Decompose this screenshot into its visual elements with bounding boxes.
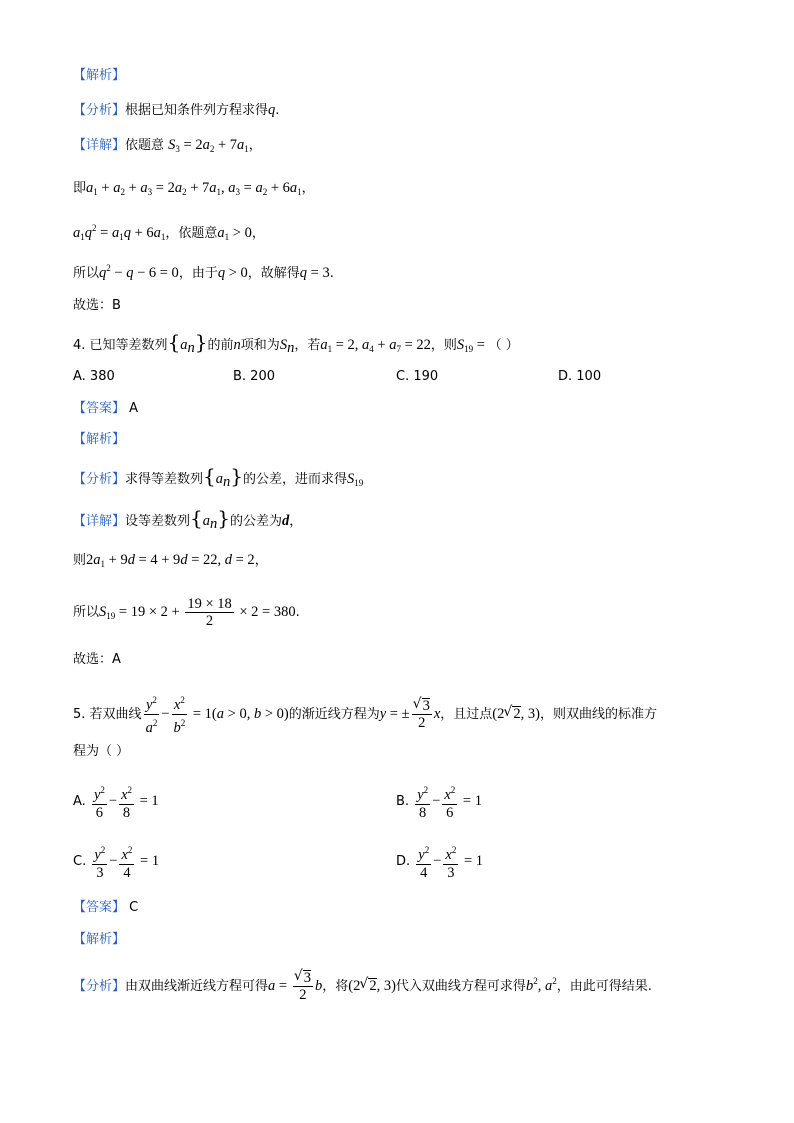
q5-option-d: D. $\frac{y^2}{4}$ − $\frac{x^2}{3}$ = 1 — [396, 842, 483, 881]
q5-answer: 【答案】 C — [73, 900, 139, 915]
q4-option-b: B. 200 — [233, 369, 275, 384]
q4-answer: 【答案】 A — [73, 401, 139, 416]
q3-jiexi-heading: 【解析】 — [73, 68, 126, 83]
q4-fenxi-line: 【分析】求得等差数列$\{a_n\}$的公差，进而求得$S_{19}$ — [73, 464, 364, 490]
q5-stem-cont: 程为（ ） — [73, 744, 130, 759]
q3-xiangjie-line: 【详解】依题意 $S_3 = 2a_2 + 7a_1$， — [73, 137, 262, 154]
q5-stem: 5. 若双曲线 $\frac{y^2}{a^2}$ − $\frac{x^2}{b^2}$ = 1(a > 0, b > 0)的渐近线方程为y = ± √ $\frac{3}{2}$ x，且过点(2√ 2, 3)，则双曲线的标准方 — [73, 692, 657, 737]
q3-fenxi-line: 【分析】根据已知条件列方程求得q. — [73, 102, 280, 118]
q5-option-c: C. $\frac{y^2}{3}$ − $\frac{x^2}{4}$ = 1 — [73, 842, 159, 881]
q5-jiexi-heading: 【解析】 — [73, 932, 126, 947]
q3-step1: 即$a_1 + a_2 + a_3 = 2a_2 + 7a_1$, $a_3 = a_2 + 6a_1$， — [73, 180, 315, 197]
q4-stem: 4. 已知等差数列$\{a_n\}$的前n项和为$S_n$，若$a_1 = 2$, $a_4 + a_7 = 22$，则$S_{19}$ = （ ） — [73, 330, 519, 356]
q4-option-c: C. 190 — [396, 369, 439, 384]
q4-step1: 则$2a_1 + 9d = 4 + 9d = 22$, d = 2， — [73, 552, 268, 569]
q4-guxuan: 故选：A — [73, 652, 121, 667]
q4-jiexi-heading: 【解析】 — [73, 432, 126, 447]
q5-option-a: A. $\frac{y^2}{6}$ − $\frac{x^2}{8}$ = 1 — [73, 782, 159, 821]
q5-fenxi-line: 【分析】由双曲线渐近线方程可得a = √ $\frac{3}{2}$ b，将(2√ 2, 3)代入双曲线方程可求得$b^2$, $a^2$，由此可得结果. — [73, 970, 652, 1003]
q5-option-b: B. $\frac{y^2}{8}$ − $\frac{x^2}{6}$ = 1 — [396, 782, 482, 821]
q4-step2: 所以$S_{19} = 19 \times 2$ + $\frac{19 \times 18}{2}$ × 2 = 380. — [73, 596, 300, 629]
q3-step3: 所以$q^2 - q - 6 = 0$，由于q > 0，故解得q = 3. — [73, 263, 334, 281]
q3-step2: $a_1q^2 = a_1q + 6a_1$，依题意$a_1 > 0$， — [73, 223, 265, 242]
q4-xiangjie-line: 【详解】设等差数列$\{a_n\}$的公差为d， — [73, 506, 303, 532]
q4-option-a: A. 380 — [73, 369, 115, 384]
q4-option-d: D. 100 — [558, 369, 602, 384]
q3-guxuan: 故选：B — [73, 298, 121, 313]
